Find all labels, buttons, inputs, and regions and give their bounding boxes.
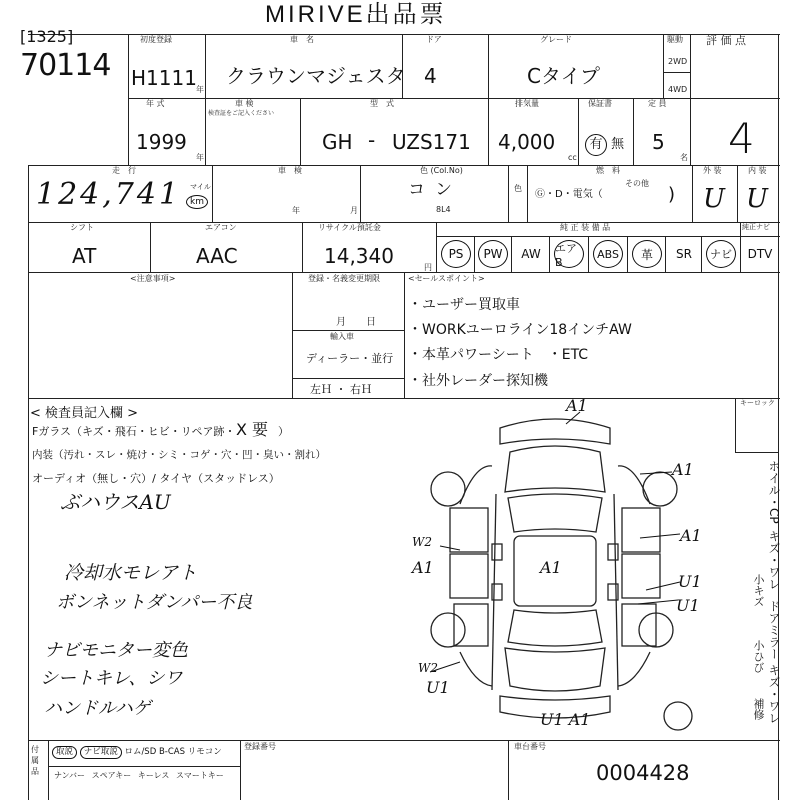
damage-w2-left2: W2 <box>418 661 438 675</box>
glass-close: ） <box>278 425 289 438</box>
capacity-label: 定 員 <box>648 99 667 108</box>
fuel-close: ) <box>668 184 676 205</box>
equip-airbag: エアB <box>550 237 588 271</box>
mile-unit: マイル <box>190 183 211 191</box>
capacity-unit: 名 <box>680 153 688 162</box>
year-small: 年 <box>196 153 204 162</box>
inspector-title: < 検査員記入欄 > <box>30 406 139 421</box>
shift-value: AT <box>72 244 97 268</box>
grade-label: グレード <box>540 35 572 44</box>
inv-number-label: 登録番号 <box>244 742 276 751</box>
glass-line: Fガラス（キズ・飛石・ヒビ・リペア跡・ <box>32 425 236 438</box>
sales-point-4: ・社外レーダー探知機 <box>408 373 548 389</box>
import-label: 輸入車 <box>330 332 354 341</box>
acc-manual: 取説 <box>52 746 77 759</box>
equip-aw: AW <box>521 247 541 261</box>
year-unit: 年 <box>196 85 204 94</box>
warranty-yes: 有 <box>585 134 607 156</box>
inspection-valid-label: 車 検 <box>278 166 302 175</box>
sales-points-label: <セールスポイント> <box>408 274 485 283</box>
registration-until: 月 日 <box>336 317 376 328</box>
accessories-label: 付属品 <box>31 745 39 777</box>
right-small-crack: 小ひび <box>752 640 765 673</box>
fuel-other-label: その他 <box>625 179 649 188</box>
right-scratch-crack-2: キズ・ワレ <box>767 664 781 724</box>
vehicle-grade: Cタイプ <box>527 64 600 88</box>
mileage-value: 124,741 <box>36 177 182 212</box>
vehicle-code: H1111 <box>131 66 197 90</box>
damage-a1-right1: A1 <box>672 460 694 479</box>
inspection-note: 検査証をご記入ください <box>208 110 275 117</box>
interior-label: 内 装 <box>748 166 767 175</box>
color-sub-label: 色 <box>514 184 522 193</box>
damage-u1-right: U1 <box>678 572 702 591</box>
acc-bcas: B-CAS <box>158 747 185 757</box>
note-seat: シートキレ、シワ <box>40 668 183 689</box>
equip-abs: ABS <box>589 237 627 271</box>
acc-smart-key: スマートキー <box>175 771 224 780</box>
exterior-grade: U <box>703 184 725 214</box>
score-value: 4 <box>728 114 755 163</box>
cc-unit: cc <box>568 153 577 162</box>
shift-label: シフト <box>70 223 94 232</box>
acc-spare-key: スペアキー <box>91 771 132 780</box>
note-bonnet: ボンネットダンパー不良 <box>56 592 253 613</box>
displacement-label: 排気量 <box>515 99 539 108</box>
fuel-label: 燃 料 <box>596 166 620 175</box>
glass-mark: X 要 <box>236 420 269 439</box>
equip-sr: SR <box>676 247 692 261</box>
chassis-label: 車台番号 <box>514 742 546 751</box>
equip-navi: ナビ <box>702 237 740 271</box>
damage-u1-a1-bottom: U1 A1 <box>540 710 591 729</box>
damage-w2-left: W2 <box>412 535 432 549</box>
sales-point-2: ・WORKユーロライン18インチAW <box>408 322 632 338</box>
acc-keyless: キーレス <box>137 771 170 780</box>
drive-2wd: 2WD <box>668 57 688 66</box>
sales-point-3: ・本革パワーシート ・ETC <box>408 347 589 363</box>
make-model-label: 車 名 <box>290 35 314 44</box>
lot-ref: [1325] <box>20 27 74 46</box>
score-label: 評 価 点 <box>706 34 746 47</box>
note-handle: ハンドルハゲ <box>44 698 151 719</box>
damage-a1-center: A1 <box>540 558 562 577</box>
acc-remote: リモコン <box>187 747 222 757</box>
acc-rom: ロム/SD <box>124 747 157 757</box>
mileage-label: 走 行 <box>112 166 136 175</box>
damage-u1-right2: U1 <box>676 596 700 615</box>
accessory-row-2 <box>54 772 224 780</box>
model-type-label: 型 式 <box>370 99 394 108</box>
interior-line: 内装（汚れ・スレ・焼け・シミ・コゲ・穴・凹・臭い・割れ） <box>32 449 326 461</box>
recycle-value: 14,340 <box>324 244 394 268</box>
dealer-type: ディーラー・並行 <box>306 352 394 365</box>
owner-change-label: 登録・名義変更期限 <box>308 274 380 283</box>
vehicle-doors: 4 <box>424 64 437 88</box>
capacity-value: 5 <box>652 130 665 154</box>
note-house: ぶハウスAU <box>60 490 171 514</box>
warranty-no: 無 <box>611 137 625 152</box>
recycle-label: リサイクル預託金 <box>318 223 381 232</box>
aircon-label: エアコン <box>205 223 237 232</box>
reg-year-unit: 年 <box>292 206 300 215</box>
model-dash: - <box>368 128 376 152</box>
damage-a1-top: A1 <box>566 396 588 415</box>
right-repair: 補修 <box>752 698 765 720</box>
fuel-options: Ⓖ・D・電気（ <box>535 189 603 200</box>
warranty-options <box>585 134 624 156</box>
color-label: 色 (Col.No) <box>420 166 463 175</box>
right-small-scratch: 小キズ <box>752 574 765 607</box>
lot-number: 70114 <box>20 48 111 83</box>
damage-a1-right2: A1 <box>680 526 702 545</box>
recycle-unit: 円 <box>424 263 432 272</box>
notes-label: <注意事項> <box>130 274 176 283</box>
equip-dtv: DTV <box>747 247 773 261</box>
right-wheel-cp: ホイル・CP <box>767 460 781 524</box>
handle-position: 左Ｈ ・ 右Ｈ <box>310 383 372 396</box>
model-code: UZS171 <box>392 130 471 154</box>
first-reg-label: 初度登録 <box>140 35 172 44</box>
damage-u1-left: U1 <box>426 678 450 697</box>
equip-pw: PW <box>475 237 511 271</box>
doors-label: ドア <box>426 35 442 44</box>
warranty-label: 保証書 <box>588 99 612 108</box>
model-prefix: GH <box>322 130 353 154</box>
right-door-mirror: ドアミラー <box>767 600 781 660</box>
sheet-title: MIRIVE出品票 <box>265 1 447 28</box>
note-navi: ナビモニター変色 <box>44 640 188 661</box>
vehicle-year: 1999 <box>136 130 187 154</box>
color-value: コン <box>408 180 462 200</box>
color-code: 8L4 <box>436 205 451 214</box>
note-coolant: 冷却水モレアト <box>64 562 198 584</box>
equip-leather: 革 <box>628 237 666 271</box>
sales-point-1: ・ユーザー買取車 <box>408 297 520 313</box>
right-scratch-crack: キズ・ワレ <box>767 530 781 590</box>
displacement-value: 4,000 <box>498 130 556 154</box>
equipment-label: 純 正 装 備 品 <box>560 223 611 232</box>
damage-a1-left: A1 <box>412 558 434 577</box>
interior-grade: U <box>746 184 768 214</box>
aircon-value: AAC <box>196 244 238 268</box>
sheet-number: 0004428 <box>596 761 690 785</box>
audio-line: オーディオ（無し・穴）/ タイヤ（スタッドレス） <box>32 472 280 485</box>
drive-label: 駆動 <box>667 35 683 44</box>
key-lock-label: キーロック <box>740 399 775 407</box>
equip-ps: PS <box>438 237 474 271</box>
year-label: 年 式 <box>146 99 165 108</box>
exterior-label: 外 装 <box>703 166 722 175</box>
navi-header-label: 純正ナビ <box>742 223 770 231</box>
inspection-label: 車 検 <box>235 99 254 108</box>
acc-plate: ナンバー <box>54 771 86 780</box>
vehicle-name: クラウンマジェスタ <box>226 64 406 88</box>
acc-navi-manual: ナビ取説 <box>80 746 122 759</box>
km-unit: km <box>186 195 208 209</box>
reg-month-unit: 月 <box>350 206 358 215</box>
accessory-row-1 <box>52 746 222 759</box>
drive-4wd: 4WD <box>668 85 688 94</box>
